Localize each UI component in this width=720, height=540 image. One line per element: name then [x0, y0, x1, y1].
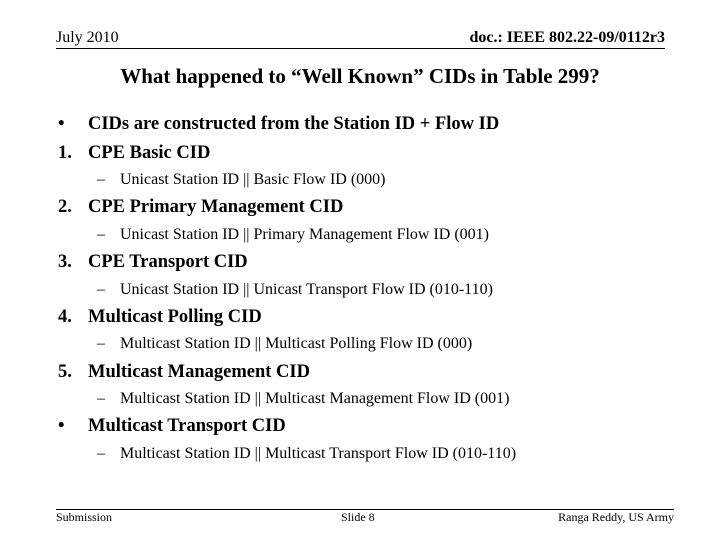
list-item-5 — [58, 362, 310, 383]
sub-dash: – — [97, 335, 105, 352]
sub-text: Unicast Station ID || Basic Flow ID (000) — [120, 171, 386, 188]
list-item-3 — [58, 252, 248, 273]
sub-text: Unicast Station ID || Primary Management Flow ID (001) — [120, 226, 490, 243]
sub-dash: – — [97, 171, 105, 188]
bullet-item — [58, 114, 499, 135]
bullet-marker: • — [58, 416, 65, 436]
list-item-1 — [58, 143, 210, 164]
bullet-text: CIDs are constructed from the Station ID + Flow ID — [88, 114, 500, 134]
sub-item-2 — [97, 226, 489, 244]
list-item-2 — [58, 197, 343, 218]
list-text: CPE Primary Management CID — [88, 197, 344, 217]
list-text: Multicast Management CID — [88, 362, 310, 382]
footer-slide-number: Slide 8 — [341, 510, 375, 524]
list-text: CPE Basic CID — [88, 143, 211, 163]
bullet-marker: • — [58, 114, 65, 134]
list-item-4 — [58, 307, 262, 328]
list-number: 4. — [58, 307, 72, 327]
list-number: 5. — [58, 362, 72, 382]
sub-text: Multicast Station ID || Multicast Transport Flow ID (010-110) — [120, 445, 517, 462]
sub-dash: – — [97, 281, 105, 298]
bullet-text: Multicast Transport CID — [88, 416, 286, 436]
slide-title: What happened to “Well Known” CIDs in Table 299? — [120, 64, 600, 88]
list-text: Multicast Polling CID — [88, 307, 262, 327]
sub-text: Multicast Station ID || Multicast Management Flow ID (001) — [120, 390, 510, 407]
list-text: CPE Transport CID — [88, 252, 248, 272]
list-number: 1. — [58, 143, 72, 163]
sub-text: Unicast Station ID || Unicast Transport Flow ID (010-110) — [120, 281, 493, 298]
sub-dash: – — [97, 390, 105, 407]
sub-item-5 — [97, 390, 509, 408]
sub-item-4 — [97, 335, 472, 353]
list-number: 3. — [58, 252, 72, 272]
sub-item-6 — [97, 445, 516, 463]
footer-author: Ranga Reddy, US Army — [558, 510, 674, 524]
header-date: July 2010 — [56, 29, 119, 46]
sub-item-1 — [97, 171, 385, 189]
footer-submission: Submission — [56, 510, 113, 524]
sub-text: Multicast Station ID || Multicast Polling Flow ID (000) — [120, 335, 473, 352]
sub-item-3 — [97, 281, 493, 299]
sub-dash: – — [97, 445, 105, 462]
sub-dash: – — [97, 226, 105, 243]
list-number: 2. — [58, 197, 72, 217]
header-rule — [56, 48, 665, 49]
header-doc-id: doc.: IEEE 802.22-09/0112r3 — [469, 29, 665, 46]
bullet-item — [58, 416, 286, 437]
